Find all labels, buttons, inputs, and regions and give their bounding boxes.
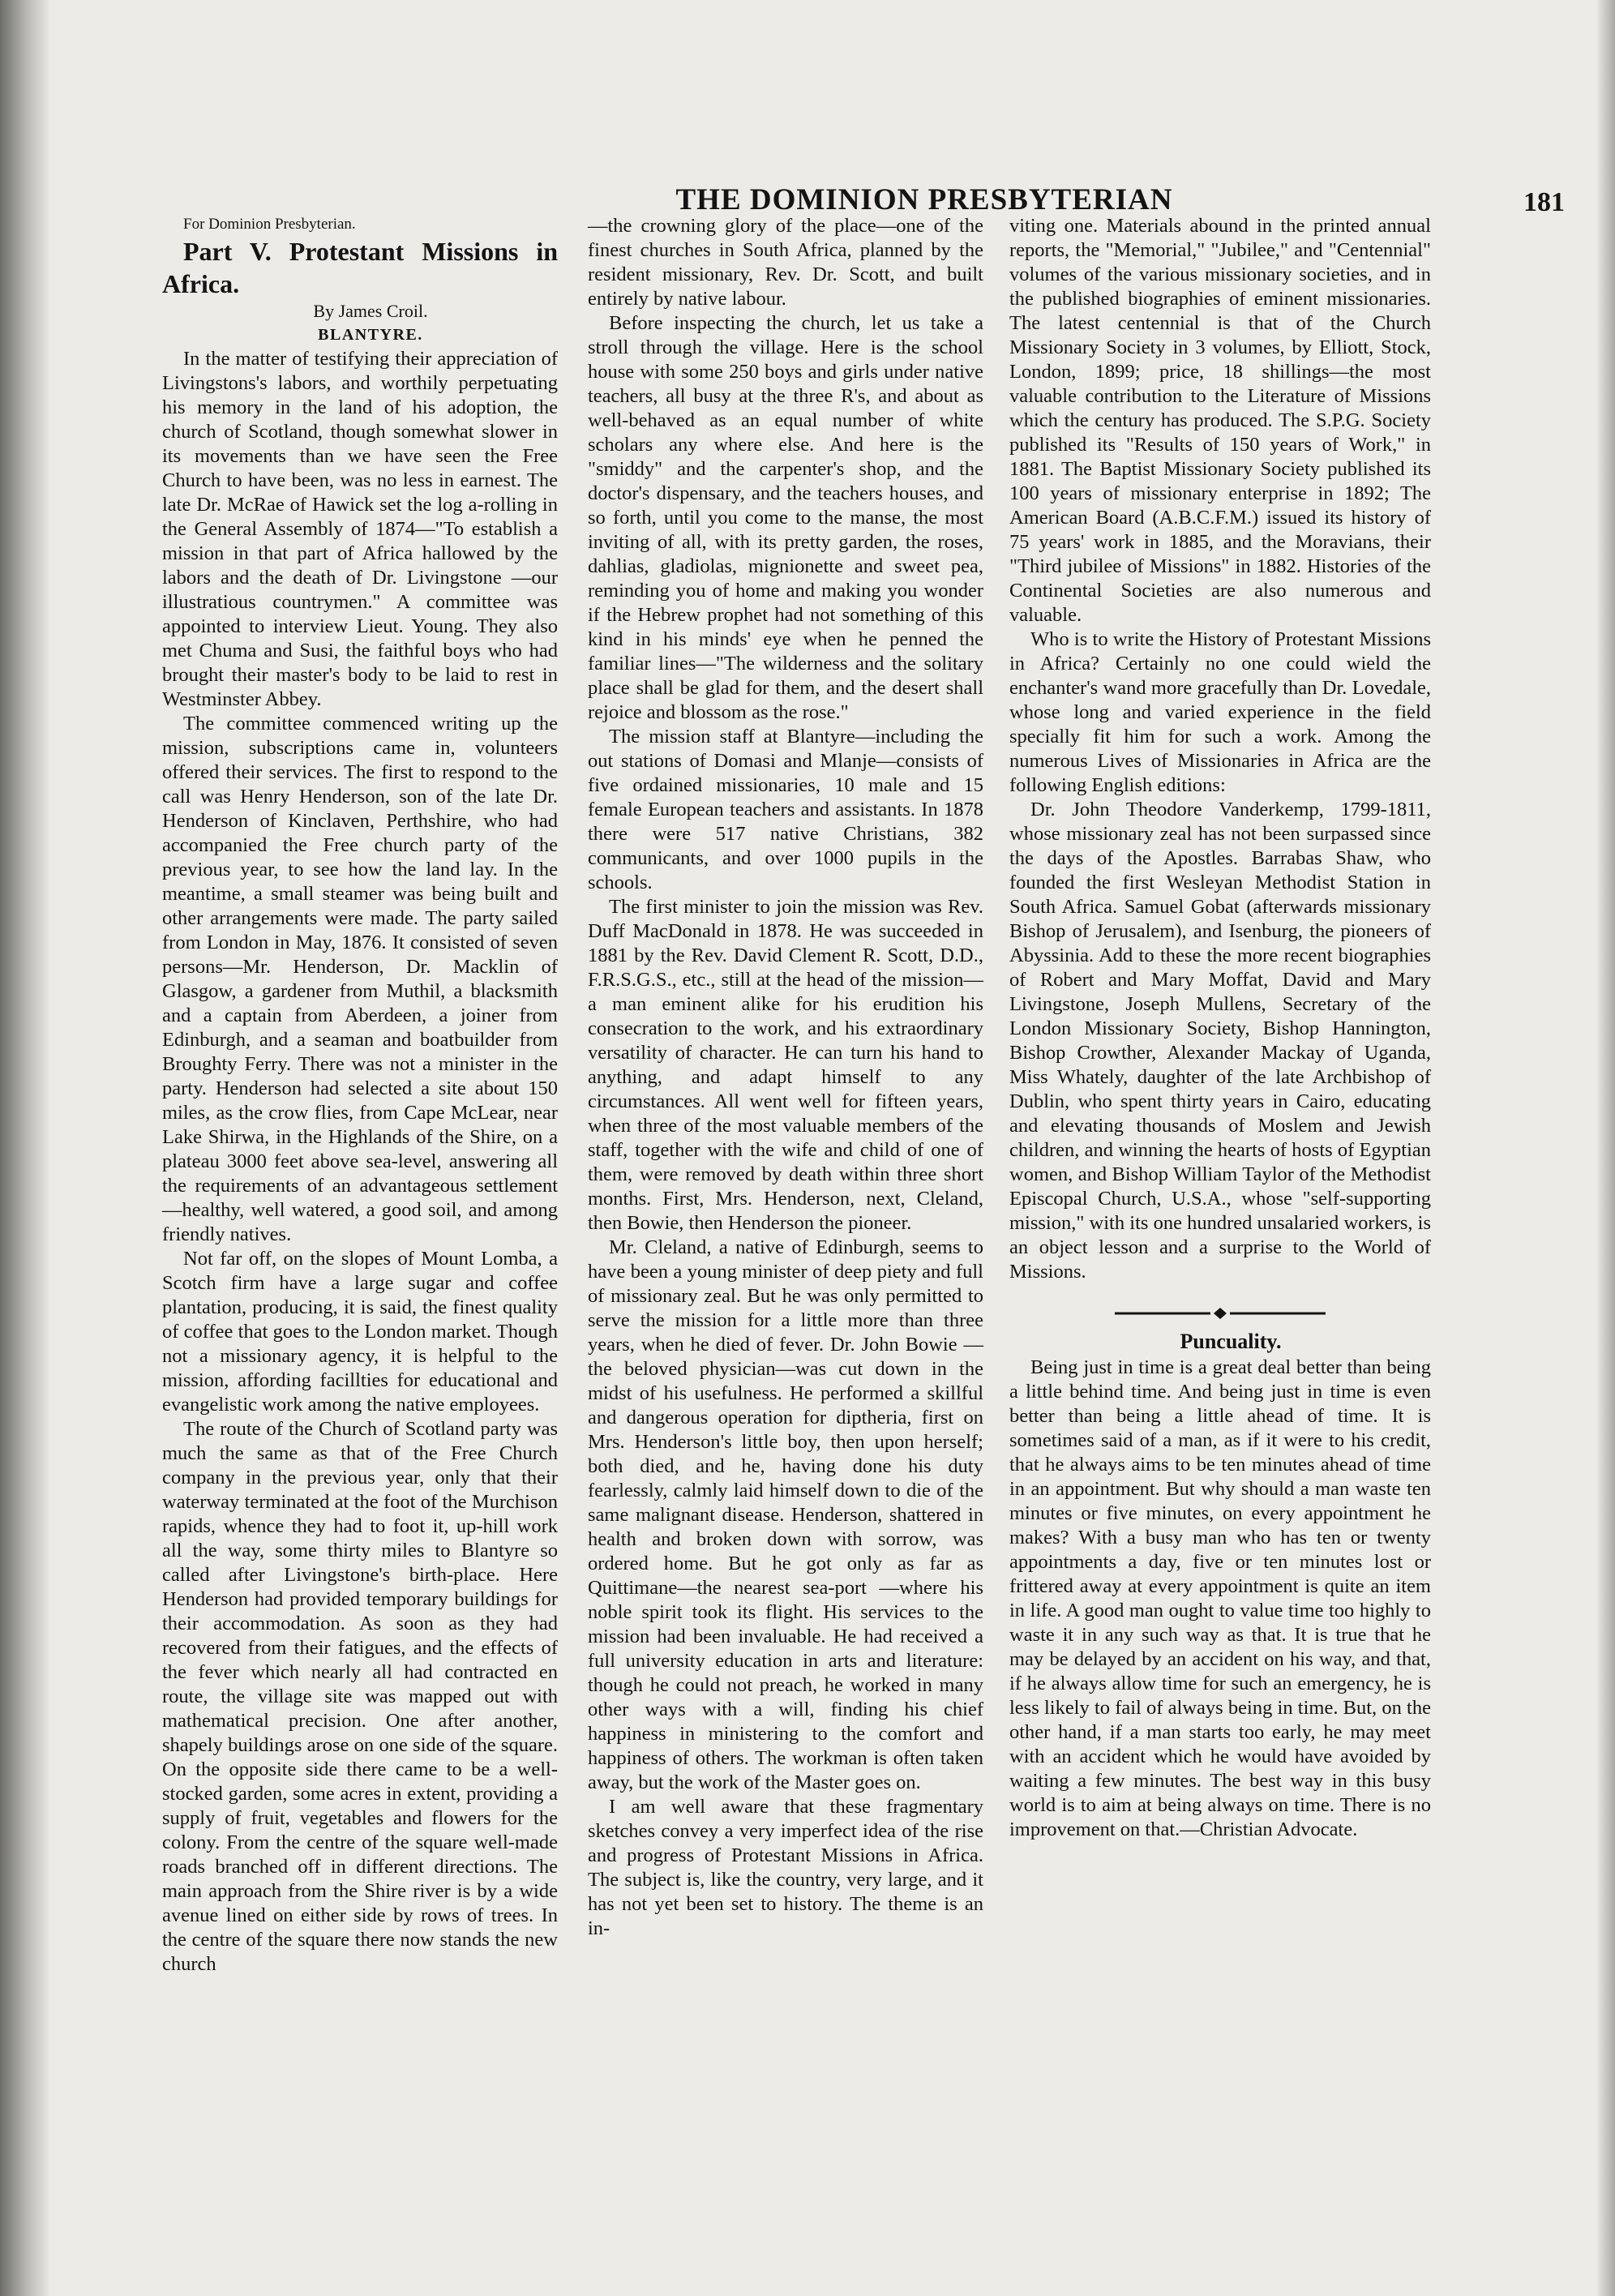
column-2 bbox=[588, 214, 983, 1941]
paragraph: viting one. Materials abound in the printed annual reports, the "Memorial," "Jubilee," and "Centennial" volumes of the various missionary societies, and in the published biographies of eminent missionaries. The latest centennial is that of the Church Missionary Society in 3 volumes, by Elliott, Stock, London, 1899; price, 18 shillings—the most valuable contribution to the Literature of Missions which the century has produced. The S.P.G. Society published its "Results of 150 years of Work," in 1881. The Baptist Missionary Society published its 100 years of missionary enterprise in 1892; The American Board (A.B.C.F.M.) issued its history of 75 years' work in 1885, and the Moravians, their "Third jubilee of Missions" in 1882. Histories of the Continental Societies are also numerous and valuable. bbox=[1009, 215, 1431, 626]
paragraph: Not far off, on the slopes of Mount Lomba, a Scotch firm have a large sugar and coffee plantation, producing, it is said, the finest quality of coffee that goes to the London market. Though not a missionary agency, it is helpful to the mission, affording facillties for educational and evangelistic work among the native employees. bbox=[162, 1248, 558, 1416]
article-author: By James Croil. bbox=[313, 301, 428, 321]
paragraph: Being just in time is a great deal better than being a little behind time. And being just in time is even better than being a little ahead of time. It is sometimes said of a man, as if it were to his credit, that he always aims to be ten minutes ahead of time in an appointment. But why should a man waste ten minutes or five minutes, on every appointment he makes? With a busy man who has ten or twenty appointments a day, five or ten minutes lost or frittered away at every appointment is quite an item in life. A good man ought to value time too highly to waste it in any such way as that. It is true that he may be delayed by an accident on his way, and that, if he always allow time for such an emergency, he is less likely to fail of always being in time. But, on the other hand, if a man starts too early, he may meet with an accident which he would have avoided by waiting a few minutes. The best way in this busy world is to aim at being always on time. There is no improvement on that.—Christian Advocate. bbox=[1009, 1356, 1431, 1840]
article-title: Part V. Protestant Missions in Africa. bbox=[162, 237, 558, 298]
paragraph: Dr. John Theodore Vanderkemp, 1799-1811, whose missionary zeal has not been surpassed since the days of the Apostles. Barrabas Shaw, who founded the first Wesleyan Methodist Station in South Africa. Samuel Gobat (afterwards missionary Bishop of Jerusalem), and Isenburg, the pioneers of Abyssinia. Add to these the more recent biographies of Robert and Mary Moffat, David and Mary Livingstone, Joseph Mullens, Secretary of the London Missionary Society, Bishop Hannington, Bishop Crowther, Alexander Mackay of Uganda, Miss Whately, daughter of the late Archbishop of Dublin, who spent thirty years in Cairo, educating and elevating thousands of Moslem and Jewish children, and winning the hearts of hosts of Egyptian women, and Bishop William Taylor of the Methodist Episcopal Church, U.S.A., whose "self-supporting mission," with its one hundred unsalaried workers, is an object lesson and a surprise to the World of Missions. bbox=[1009, 799, 1431, 1283]
paragraph: The mission staff at Blantyre—including the out stations of Domasi and Mlanje—consists of five ordained missionaries, 10 male and 15 female European teachers and assistants. In 1878 there were 517 native Christians, 382 communicants, and over 1000 pupils in the schools. bbox=[588, 726, 983, 893]
column-3 bbox=[1009, 214, 1431, 1842]
sidebar-title: Puncuality. bbox=[1180, 1330, 1282, 1353]
paragraph: I am well aware that these fragmentary sketches convey a very imperfect idea of the rise and progress of Protestant Missions in Africa. The subject is, like the country, very large, and it has not yet been set to history. The theme is an in- bbox=[588, 1796, 983, 1939]
paragraph: Before inspecting the church, let us take a stroll through the village. Here is the school house with some 250 boys and girls under native teachers, all busy at the three R's, and about as well-behaved as an equal number of white scholars any where else. And here is the "smiddy" and the carpenter's shop, and the doctor's dispensary, and the teachers houses, and so forth, until you come to the manse, the most inviting of all, with its pretty garden, the roses, dahlias, gladiolas, mignionette and sweet pea, reminding you of home and making you wonder if the Hebrew prophet had not something of this kind in his minds' eye when he penned the familiar lines—"The wilderness and the solitary place shall be glad for them, and the desert shall rejoice and blossom as the rose." bbox=[588, 312, 983, 723]
divider-ornament-icon bbox=[1115, 1307, 1326, 1320]
paragraph: Mr. Cleland, a native of Edinburgh, seems to have been a young minister of deep piety and full of missionary zeal. But he was only permitted to serve the mission for a little more than three years, when he died of fever. Dr. John Bowie —the beloved physician—was cut down in the midst of his usefulness. He performed a skillful and dangerous operation for diptheria, first on Mrs. Henderson's little boy, then upon herself; both died, and he, having done his duty fearlessly, calmly laid himself down to die of the same malignant disease. Henderson, shattered in health and broken down with sorrow, was ordered home. But he got only as far as Quittimane—the nearest sea-port —where his noble spirit took its flight. His services to the mission had been invaluable. He had received a full university education in arts and literature: though he could not preach, he worked in many other ways with a will, finding his chief happiness in ministering to the comfort and happiness of others. The workman is often taken away, but the work of the Master goes on. bbox=[588, 1236, 983, 1793]
section-heading: BLANTYRE. bbox=[318, 326, 423, 344]
paragraph: Who is to write the History of Protestant Missions in Africa? Certainly no one could wield the enchanter's wand more gracefully than Dr. Lovedale, whose long and varied experience in the field specially fit him for such a work. Among the numerous Lives of Missionaries in Africa are the following English editions: bbox=[1009, 628, 1431, 796]
paragraph: The committee commenced writing up the mission, subscriptions came in, volunteers offered their services. The first to respond to the call was Henry Henderson, son of the late Dr. Henderson of Kinclaven, Perthshire, who had accompanied the Free church party of the previous year, to see how the land lay. In the meantime, a small steamer was being built and other arrangements were made. The party sailed from London in May, 1876. It consisted of seven persons—Mr. Henderson, Dr. Macklin of Glasgow, a gardener from Muthil, a blacksmith and a captain from Aberdeen, a joiner from Edinburgh, and a seaman and boatbuilder from Broughty Ferry. There was not a minister in the party. Henderson had selected a site about 150 miles, as the crow flies, from Cape McLear, near Lake Shirwa, in the Highlands of the Shire, on a plateau 3000 feet above sea-level, answering all the requirements of an advantageous settlement—healthy, well watered, a good soil, and among friendly natives. bbox=[162, 713, 558, 1245]
column-1 bbox=[162, 214, 558, 1977]
publication-title: THE DOMINION PRESBYTERIAN bbox=[675, 183, 1173, 216]
paragraph: The route of the Church of Scotland party was much the same as that of the Free Church company in the previous year, only that their waterway terminated at the foot of the Murchison rapids, whence they had to foot it, up-hill work all the way, some thirty miles to Blantyre so called after Livingstone's birth-place. Here Henderson had provided temporary buildings for their accommodation. As soon as they had recovered from their fatigues, and the effects of the fever which nearly all had contracted en route, the village site was mapped out with mathematical precision. One after another, shapely buildings arose on one side of the square. On the opposite side there came to be a well-stocked garden, some acres in extent, providing a supply of fruit, vegetables and flowers for the colony. From the centre of the square well-made roads branched off in different directions. The main approach from the Shire river is by a wide avenue lined on either side by rows of trees. In the centre of the square there now stands the new church bbox=[162, 1418, 558, 1975]
section-divider bbox=[1009, 1302, 1431, 1318]
paragraph: —the crowning glory of the place—one of the finest churches in South Africa, planned by the resident missionary, Rev. Dr. Scott, and built entirely by native labour. bbox=[588, 215, 983, 310]
page-number: 181 bbox=[1523, 187, 1565, 217]
article-kicker: For Dominion Presbyterian. bbox=[183, 216, 356, 233]
binding-shadow bbox=[0, 0, 49, 2296]
paragraph: The first minister to join the mission was Rev. Duff MacDonald in 1878. He was succeeded in 1881 by the Rev. David Clement R. Scott, D.D., F.R.S.G.S., etc., still at the head of the mission—a man eminent alike for his erudition his consecration to the work, and his extraordinary versatility of character. He can turn his hand to anything, and adapt himself to any circumstances. All went well for fifteen years, when three of the most valuable members of the staff, together with the wife and child of one of them, were removed by death within three short months. First, Mrs. Henderson, next, Cleland, then Bowie, then Henderson the pioneer. bbox=[588, 896, 983, 1234]
paragraph: In the matter of testifying their appreciation of Livingstons's labors, and worthily perpetuating his memory in the land of his adoption, the church of Scotland, though somewhat slower in its movements than we have seen the Free Church to have been, was no less in earnest. The late Dr. McRae of Hawick set the log a-rolling in the General Assembly of 1874—"To establish a mission in that part of Africa hallowed by the labors and the death of Dr. Livingstone —our illustratious countrymen." A committee was appointed to interview Lieut. Young. They also met Chuma and Susi, the faithful boys who had brought their master's body to be laid to rest in Westminster Abbey. bbox=[162, 348, 558, 710]
page-edge-shadow bbox=[1597, 0, 1615, 2296]
